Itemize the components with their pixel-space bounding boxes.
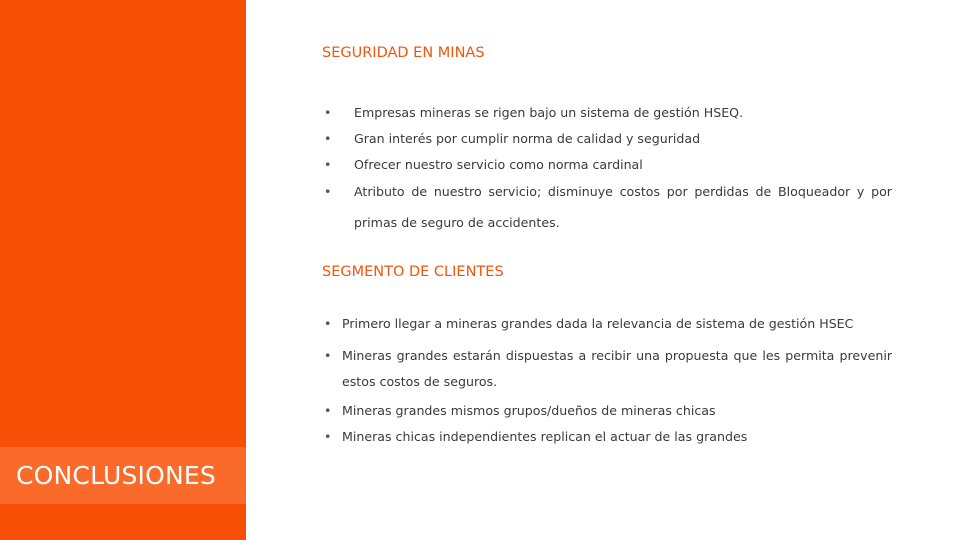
list-item [322, 311, 892, 337]
bullet-list-seguridad [322, 100, 892, 238]
bullet-icon: • [324, 105, 332, 120]
bullet-icon: • [324, 348, 332, 363]
list-item [322, 424, 892, 450]
list-item [322, 398, 892, 424]
list-item-text: Mineras chicas independientes replican el actuar de las grandes [342, 429, 748, 444]
section-heading-segmento: SEGMENTO DE CLIENTES [322, 264, 504, 280]
list-item [322, 100, 892, 126]
list-item-text: Gran interés por cumplir norma de calidad y seguridad [354, 131, 701, 146]
list-item-text: Ofrecer nuestro servicio como norma cardinal [354, 157, 643, 172]
bullet-icon: • [324, 316, 332, 331]
bullet-icon: • [324, 131, 332, 146]
list-item [322, 343, 892, 395]
bullet-icon: • [324, 403, 332, 418]
list-item-text: Empresas mineras se rigen bajo un sistema de gestión HSEQ. [354, 105, 744, 120]
bullet-icon: • [324, 157, 332, 172]
list-item-text: Atributo de nuestro servicio; disminuye costos por perdidas de Bloqueador y por primas de seguro de accidentes. [354, 184, 892, 230]
list-item [322, 126, 892, 152]
section-heading-seguridad: SEGURIDAD EN MINAS [322, 45, 485, 61]
list-item-text: Mineras grandes estarán dispuestas a recibir una propuesta que les permita prevenir estos costos de seguros. [342, 348, 892, 389]
list-item [322, 152, 892, 178]
bullet-icon: • [324, 429, 332, 444]
bullet-list-segmento [322, 311, 892, 450]
bullet-icon: • [324, 184, 332, 199]
list-item-text: Primero llegar a mineras grandes dada la relevancia de sistema de gestión HSEC [342, 316, 854, 331]
list-item-text: Mineras grandes mismos grupos/dueños de mineras chicas [342, 403, 716, 418]
slide-title: CONCLUSIONES [16, 461, 216, 490]
list-item [322, 176, 892, 238]
